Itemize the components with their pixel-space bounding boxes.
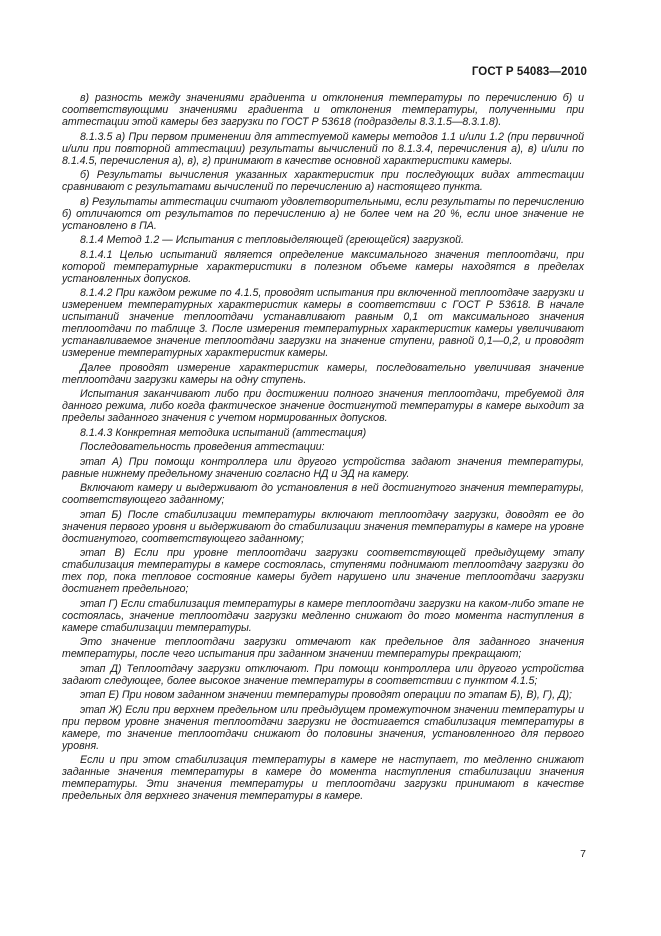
paragraph: этап Д) Теплоотдачу загрузки отключают. При помощи контроллера или другого устройства задают следующее, более высокое значение температуры в соответствии с пунктом 4.1.5; (62, 662, 584, 687)
paragraph: Включают камеру и выдерживают до установления в ней достигнутого значения температуры, соответствующего заданному; (62, 482, 584, 507)
paragraph: Испытания заканчивают либо при достижении полного значения теплоотдачи, требуемой для данного режима, либо когда фактическое значение достигнутой температуры в камере выходит за пределы заданного значения с учетом нормированных допусков. (62, 388, 584, 425)
paragraph: 8.1.4 Метод 1.2 — Испытания с тепловыделяющей (греющейся) загрузкой. (80, 234, 464, 247)
paragraph: в) Результаты аттестации считают удовлетворительными, если результаты по перечислению б) отличаются от результатов по перечислению а) не более чем на 20 %, если иное значение не установлено в ПА. (62, 195, 584, 232)
paragraph: Если и при этом стабилизация температуры в камере не наступает, то медленно снижают заданные значения температуры в камере до момента наступления стабилизации значения температуры. Эти значения температуры и теплоотдачи загрузки принимают в качестве предельных для верхнего значения температуры в камере. (62, 754, 584, 803)
document-header: ГОСТ Р 54083—2010 (471, 66, 587, 78)
paragraph: в) разность между значениями градиента и отклонения температуры по перечислению б) и соответствующими значениями градиента и отклонения температуры, полученными при аттестации этой камеры без загрузки по ГОСТ Р 53618 (подразделы 8.3.1.5—8.3.1.8). (62, 92, 584, 129)
paragraph: 8.1.4.2 При каждом режиме по 4.1.5, проводят испытания при включенной теплоотдаче загрузки и измерением температурных характеристик камеры в соответствии с ГОСТ Р 53618. В начале испытаний значение теплоотдачи устанавливают равным 0,1 от максимального значения теплоотдачи по таблице 3. После измерения температурных характеристик камеры увеличивают устанавливаемое значение теплоотдачи загрузки на значение ступени, равной 0,1—0,2, и проводят измерение температурных характеристик камеры. (62, 287, 584, 360)
paragraph: этап Б) После стабилизации температуры включают теплоотдачу загрузки, доводят ее до значения первого уровня и выдерживают до стабилизации значения температуры в камере на уровне достигнутого, соответствующего заданному; (62, 508, 584, 545)
paragraph: этап Е) При новом заданном значении температуры проводят операции по этапам Б), В), Г), Д); (80, 689, 572, 702)
paragraph: 8.1.3.5 а) При первом применении для аттестуемой камеры методов 1.1 и/или 1.2 (при первичной и/или при повторной аттестации) результаты вычислений по 8.1.3.4, перечисления а), в) и/или по 8.1.4.5, перечисления а), в), г) принимают в качестве основной характеристики камеры. (62, 130, 584, 167)
document-body (62, 92, 584, 805)
paragraph: Последовательность проведения аттестации: (80, 441, 325, 454)
paragraph: этап В) Если при уровне теплоотдачи загрузки соответствующей предыдущему этапу стабилизация температуры в камере состоялась, ступенями поднимают теплоотдачу загрузки до тех пор, пока тепловое состояние камеры будет нарушено или значение теплоотдачи загрузки достигнет предельного; (62, 547, 584, 596)
paragraph: 8.1.4.1 Целью испытаний является определение максимального значения теплоотдачи, при которой температурные характеристики в полезном объеме камеры находятся в пределах установленных допусков. (62, 248, 584, 285)
paragraph: этап Ж) Если при верхнем предельном или предыдущем промежуточном значении температуры и при первом уровне значения теплоотдачи загрузки не достигается стабилизация температуры в камере, то значение теплоотдачи снижают до половины значения, установленного для первого уровня. (62, 703, 584, 752)
page-number: 7 (580, 848, 586, 860)
paragraph: этап Г) Если стабилизация температуры в камере теплоотдачи загрузки на каком-либо этапе не состоялась, значение теплоотдачи загрузки медленно снижают до того момента наступления в камере стабилизации температуры. (62, 597, 584, 634)
paragraph: 8.1.4.3 Конкретная методика испытаний (аттестация) (80, 426, 367, 439)
paragraph: Это значение теплоотдачи загрузки отмечают как предельное для заданного значения температуры, после чего испытания при заданном значении температуры прекращают; (62, 636, 584, 661)
paragraph: этап А) При помощи контроллера или другого устройства задают значения температуры, равные нижнему предельному значению согласно НД и ЭД на камеру. (62, 455, 584, 480)
paragraph: б) Результаты вычисления указанных характеристик при последующих видах аттестации сравнивают с результатами вычислений по перечислению а) настоящего пункта. (62, 169, 584, 194)
paragraph: Далее проводят измерение характеристик камеры, последовательно увеличивая значение теплоотдачи загрузки камеры на одну ступень. (62, 361, 584, 386)
